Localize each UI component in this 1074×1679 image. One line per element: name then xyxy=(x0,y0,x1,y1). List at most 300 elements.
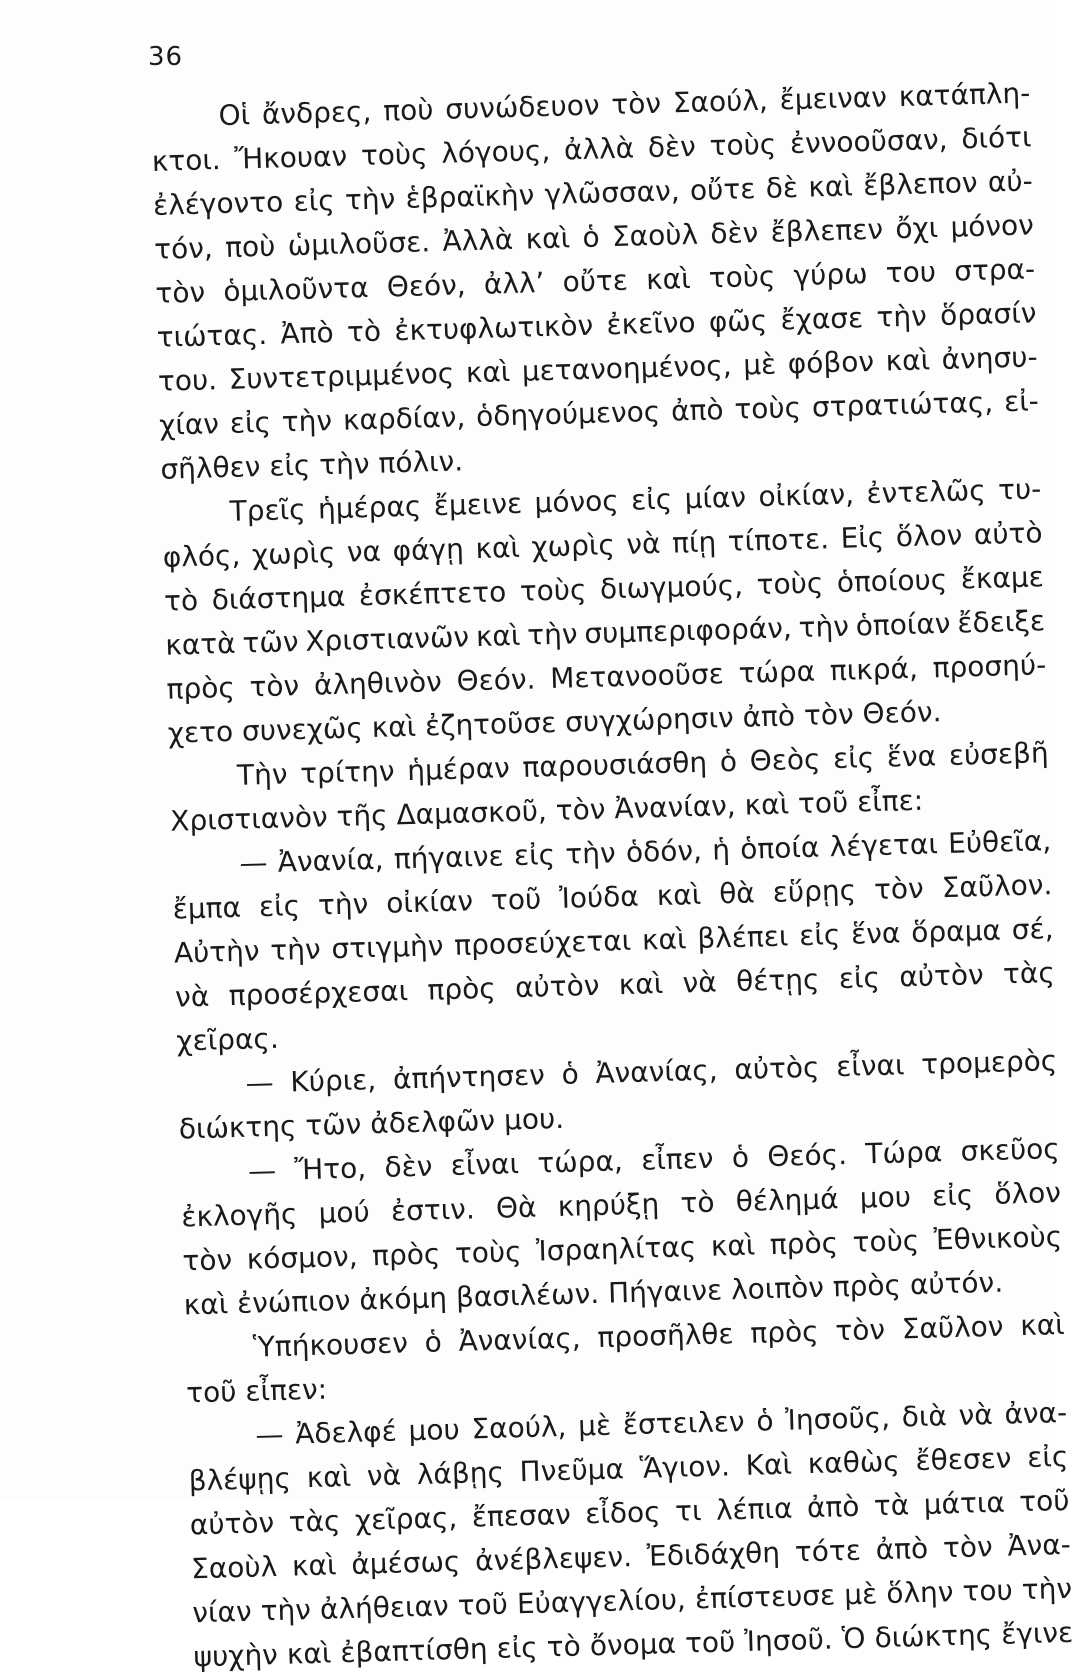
word: ἔδειξε xyxy=(956,604,1046,640)
word: τὴν xyxy=(526,617,578,652)
word: συνώδευον xyxy=(444,88,600,126)
word: ἔμειναν xyxy=(779,80,888,117)
word: ἐντελῶς xyxy=(866,473,987,511)
word: μου xyxy=(859,1180,912,1215)
word: ἡμέραν xyxy=(406,751,511,788)
word: εἰς xyxy=(229,405,272,440)
word: ἐζητοῦσε xyxy=(424,705,557,743)
word: ὅλον xyxy=(993,1176,1062,1211)
word: προσῆλθε xyxy=(597,1317,734,1354)
word: τὸν xyxy=(155,275,206,310)
word: τίποτε. xyxy=(727,522,830,559)
word: ἐστιν. xyxy=(390,1192,476,1228)
word: μου xyxy=(408,1412,461,1448)
word: τοὺς xyxy=(360,137,428,173)
word: λοιπὸν xyxy=(730,1270,825,1307)
word: ἀκόμη xyxy=(358,1281,448,1317)
word: τὸν xyxy=(834,1312,886,1348)
word: μὲ xyxy=(577,1408,612,1443)
word: ὄχι xyxy=(894,211,939,246)
word: Οἱ xyxy=(218,98,251,133)
word: τοῦ xyxy=(490,882,542,917)
word: ἀπὸ xyxy=(806,1489,860,1525)
word: τὰ xyxy=(873,1488,910,1523)
word: τοὺς xyxy=(708,259,776,295)
word: ἀπὸ xyxy=(670,393,724,428)
word: πήγαινε xyxy=(393,839,505,876)
word: τὴν xyxy=(1021,1571,1073,1607)
word: στρα- xyxy=(953,252,1036,288)
word: Ἐδιδάχθη xyxy=(646,1535,781,1573)
word: ὅρασίν xyxy=(939,296,1037,333)
word: μετανοημένος, xyxy=(521,348,733,388)
word: διώκτης xyxy=(178,1109,297,1146)
word: τοῦ xyxy=(797,785,849,821)
word: ὁ xyxy=(424,1325,443,1359)
word: τὴν xyxy=(281,404,333,439)
word: τὰς xyxy=(1002,956,1056,991)
body-text xyxy=(150,71,1074,1679)
word: τὰς xyxy=(288,1504,341,1539)
word: ἡ xyxy=(711,833,731,867)
word: τοῦ xyxy=(684,1625,736,1660)
word: Ἤκουαν xyxy=(234,139,348,176)
word: αὐ- xyxy=(987,164,1034,199)
word: διάστημα xyxy=(211,579,346,617)
word: εἰς xyxy=(931,1178,974,1213)
word: στιγμὴν xyxy=(331,929,444,966)
word: καὶ xyxy=(807,169,854,204)
word: μίαν xyxy=(684,480,747,516)
word: τῆς xyxy=(336,798,389,834)
word: ἔστειλεν xyxy=(622,1404,745,1442)
word: ἀνέβλεψεν. xyxy=(474,1540,633,1578)
word: σῆλθεν xyxy=(159,450,261,486)
word: χεῖρας. xyxy=(175,1021,280,1058)
word: φλός, xyxy=(162,538,241,574)
word: οὔτε xyxy=(562,263,629,299)
word: Ἤτο, xyxy=(294,1151,367,1187)
word: Αὐτὴν xyxy=(173,934,260,970)
word: τοὺς xyxy=(733,390,802,426)
word: δὲν xyxy=(647,129,697,165)
word: Ἀδελφέ xyxy=(294,1414,398,1451)
word: τὴν xyxy=(876,299,928,334)
word: κατάπλη- xyxy=(898,76,1031,114)
word: εἶπεν: xyxy=(244,1372,328,1408)
word: καὶ xyxy=(465,355,511,390)
word: διώκτης xyxy=(874,1618,993,1655)
word: τρομερὸς xyxy=(920,1044,1058,1081)
word: εἰς xyxy=(258,889,301,924)
word: Τρεῖς xyxy=(229,492,306,528)
word: ἕνα xyxy=(850,916,901,951)
word: Ἰησοῦ. xyxy=(743,1622,834,1659)
word: ἔβλεπεν xyxy=(770,212,884,249)
word: βλέψῃς xyxy=(188,1461,292,1498)
word: τιώτας. xyxy=(156,317,268,354)
word: του xyxy=(885,255,937,290)
word: πρὸς xyxy=(832,1268,902,1304)
word: Σαούλ, xyxy=(470,1409,567,1446)
word: τότε xyxy=(794,1533,862,1569)
word: Εὐαγγελίου, xyxy=(516,1582,687,1621)
word: ὁποίαν xyxy=(855,606,951,643)
word: σέ, xyxy=(1011,912,1054,947)
word: τὴν xyxy=(798,609,850,645)
word: εἰς xyxy=(293,183,336,219)
word: — xyxy=(254,1417,284,1452)
word: Σαοὺλ xyxy=(190,1550,278,1586)
word: τὴν xyxy=(318,447,370,482)
word: ἐλέγοντο xyxy=(152,185,284,222)
word: χεῖρας, xyxy=(354,1500,458,1537)
word: καὶ xyxy=(286,1636,332,1671)
word: εὐσεβῆ xyxy=(948,736,1050,772)
word: καὶ xyxy=(656,877,702,913)
word: Θεόν. xyxy=(862,695,942,731)
word: ἔμεινε xyxy=(433,486,523,523)
word: πίῃ xyxy=(671,525,717,560)
word: εἰς xyxy=(1026,1439,1069,1475)
word: ψυχὴν xyxy=(193,1638,279,1674)
word: Ὁ xyxy=(841,1621,866,1656)
word: ὁ xyxy=(561,1057,580,1091)
word: πρὸς xyxy=(371,1237,441,1273)
word: τοῦ xyxy=(185,1375,237,1410)
word: ἔκαμε xyxy=(960,560,1045,596)
word: Σαούλ, xyxy=(672,83,769,120)
word: κτοι. xyxy=(151,143,222,178)
word: διότι xyxy=(960,120,1032,156)
word: εἶπεν xyxy=(640,1141,714,1177)
word: Εἰς xyxy=(840,520,885,555)
word: Κύριε, xyxy=(289,1063,377,1099)
word: μὲ xyxy=(843,1577,878,1612)
word: ἀνα- xyxy=(1003,1395,1068,1431)
word: βασιλέων. xyxy=(455,1276,600,1314)
word: Θεός. xyxy=(766,1137,848,1174)
word: προσηύ- xyxy=(932,648,1047,685)
word: ἐκτυφλωτικὸν xyxy=(393,308,594,348)
word: νὰ xyxy=(174,979,210,1014)
word: ἔπεσαν xyxy=(471,1497,572,1534)
word: ἐσκέπτετο xyxy=(358,575,507,613)
word: Ἀνανίαν, xyxy=(613,788,737,826)
word: Θεὸς xyxy=(749,742,821,778)
word: ὄνομα xyxy=(589,1626,677,1663)
word: εἰ- xyxy=(1003,384,1040,419)
word: ὁδόν, xyxy=(625,833,703,869)
word: ἀνησυ- xyxy=(941,340,1038,376)
word: πρὸς xyxy=(749,1314,819,1350)
word: τι xyxy=(674,1494,702,1528)
word: καὶ xyxy=(885,343,931,378)
word: τὸν xyxy=(873,871,925,907)
word: χίαν xyxy=(158,407,220,442)
word: μόνον xyxy=(950,208,1035,244)
word: συνεχῶς xyxy=(241,711,364,748)
word: Θεόν. xyxy=(456,662,536,698)
word: κατὰ xyxy=(164,626,237,662)
word: λόγους, xyxy=(440,133,551,170)
word: Δαμασκοῦ, xyxy=(396,794,548,832)
word: τώρα xyxy=(738,654,816,690)
word: τὴν xyxy=(317,887,369,922)
word: Ἀπὸ xyxy=(280,315,335,351)
word: Τώρα xyxy=(864,1135,943,1171)
word: αὐτὸ xyxy=(973,516,1043,552)
word: καρδίαν, xyxy=(342,400,466,437)
word: Ὑπήκουσεν xyxy=(252,1326,409,1364)
word: οὔτε xyxy=(689,172,756,207)
word: Σαοὺλ xyxy=(611,217,699,254)
word: ἀλήθειαν xyxy=(319,1589,450,1626)
word: νὰ xyxy=(682,965,718,1000)
word: καὶ xyxy=(474,530,521,566)
word: ἐκεῖνο xyxy=(605,305,696,342)
word: αὐτὸς xyxy=(733,1050,820,1087)
page-number: 36 xyxy=(148,42,184,72)
word: Τὴν xyxy=(236,757,288,792)
word: τῶν xyxy=(304,1107,362,1143)
word: καὶ xyxy=(525,221,571,256)
word: καὶ xyxy=(291,1548,337,1583)
word: δὲν xyxy=(384,1149,433,1184)
word: προσέρχεσαι xyxy=(228,974,409,1013)
word: εἶναι xyxy=(835,1048,905,1084)
word: ἀμέσως xyxy=(350,1544,461,1581)
word: μόνος xyxy=(534,484,620,520)
word: οἰκίαν xyxy=(385,884,474,920)
word: εἰς xyxy=(630,482,673,517)
word: Ἀνα- xyxy=(1006,1527,1072,1563)
word: τοῦ xyxy=(1018,1483,1070,1519)
word: εἰς xyxy=(832,741,875,776)
word: φόβον xyxy=(787,344,875,381)
word: κηρύξῃ xyxy=(557,1187,660,1224)
word: τοὺς xyxy=(519,573,587,608)
word: νίαν xyxy=(191,1594,253,1630)
word: εἶπε: xyxy=(856,783,924,819)
word: τοὺς xyxy=(756,566,824,602)
word: τὸν xyxy=(942,1530,994,1565)
word: καὶ xyxy=(710,1228,756,1263)
word: ἔγινε xyxy=(1000,1615,1074,1651)
word: ἐβαπτίσθη xyxy=(339,1632,489,1670)
word: λάβῃς xyxy=(416,1455,505,1492)
word: ἀπήντησεν xyxy=(392,1058,546,1096)
word: ἀλλ’ xyxy=(483,266,545,301)
word: ἑβραϊκὴν xyxy=(405,178,535,215)
word: χετο xyxy=(167,714,234,750)
word: δὲν xyxy=(709,216,759,251)
word: εὕρῃς xyxy=(772,873,857,909)
word: φῶς xyxy=(708,303,768,339)
word: Ἰησοῦς, xyxy=(784,1400,891,1437)
word: Χριστιανὸν xyxy=(169,800,329,838)
word: γύρω xyxy=(793,257,869,293)
word: ἀληθινὸν xyxy=(313,665,443,702)
word: λέπια xyxy=(715,1491,793,1527)
word: ἕνα xyxy=(886,739,937,774)
word: νὰ xyxy=(366,1458,402,1493)
word: ποὺ xyxy=(382,93,434,128)
word: πρὸς xyxy=(769,1226,839,1262)
word: καὶ xyxy=(371,709,417,745)
word: ἐκλογῆς xyxy=(180,1197,298,1234)
word: αὐτὸν xyxy=(514,968,600,1005)
word: ὁποίους xyxy=(836,562,948,600)
word: λέγεται xyxy=(829,827,939,864)
word: ἡμέρας xyxy=(317,489,422,526)
word: τοὺς xyxy=(454,1235,522,1270)
word: θέλημά xyxy=(735,1182,839,1219)
word: διωγμούς, xyxy=(599,568,744,606)
word: τοῦ xyxy=(457,1587,509,1622)
word: ἔμπα xyxy=(172,890,242,926)
word: τοὺς xyxy=(709,127,777,163)
word: Ἰούδα xyxy=(558,879,640,915)
word: εἰς xyxy=(268,448,311,483)
word: πρὸς xyxy=(427,971,497,1007)
word: να xyxy=(346,534,382,569)
word: αὐτὸν xyxy=(898,958,985,994)
word: Ἰσραηλίτας xyxy=(535,1230,697,1268)
word: γλῶσσαν, xyxy=(544,174,681,212)
word: τώρα, xyxy=(536,1144,624,1180)
word: Συντετριμμένος xyxy=(228,356,455,396)
word: τὸ xyxy=(680,1185,715,1220)
word: καὶ xyxy=(475,618,521,654)
word: θέτῃς xyxy=(735,962,820,998)
word: ὁ xyxy=(755,1404,774,1438)
word: Καὶ xyxy=(745,1447,793,1482)
word: τὸ xyxy=(346,314,382,349)
word: καθὼς xyxy=(807,1444,901,1481)
word: εἰς xyxy=(513,837,556,873)
word: — xyxy=(247,1153,277,1188)
word: τῶν xyxy=(242,625,299,660)
word: ἀπὸ xyxy=(875,1531,929,1567)
word: Εὐθεῖα, xyxy=(947,824,1052,860)
word: διὰ xyxy=(901,1399,948,1434)
word: τὴν xyxy=(564,836,617,871)
word: φάγῃ xyxy=(392,532,465,568)
word: του xyxy=(962,1573,1014,1608)
word: μάτια xyxy=(923,1485,1006,1521)
word: καὶ xyxy=(645,261,691,297)
word: ἄνδρες, xyxy=(261,94,372,131)
word: εἰς xyxy=(798,918,841,953)
word: κόσμον, xyxy=(246,1239,359,1276)
word: — xyxy=(238,846,268,880)
word: τὴν xyxy=(269,932,322,967)
word: Πνεῦμα xyxy=(519,1452,625,1489)
word: προσεύχεται xyxy=(453,923,632,962)
word: ὁ xyxy=(731,1140,750,1175)
word: τοὺς xyxy=(852,1223,920,1259)
word: μὲ xyxy=(742,347,777,382)
word: τὸν xyxy=(803,697,855,732)
word: τὸ xyxy=(163,583,199,618)
word: συμπεριφοράν, xyxy=(583,611,793,651)
word: χωρὶς xyxy=(531,528,616,564)
word: — xyxy=(245,1065,275,1100)
word: τρίτην xyxy=(299,754,395,791)
word: συγχώρησιν xyxy=(564,700,735,739)
word: δὲ xyxy=(765,170,799,205)
word: τὸν xyxy=(182,1243,233,1278)
word: τὴν xyxy=(260,1593,312,1628)
word: Θεόν, xyxy=(386,268,467,304)
word: τὸ xyxy=(546,1629,582,1664)
word: τὴν xyxy=(344,182,396,217)
word: Ἀλλὰ xyxy=(442,222,514,258)
word: ὡμιλοῦσε. xyxy=(287,225,431,263)
word: Ἐθνικοὺς xyxy=(933,1219,1063,1257)
word: Ἀνανία, xyxy=(277,842,384,879)
word: εἰς xyxy=(496,1630,539,1665)
word: Μετανοοῦσε xyxy=(549,657,725,696)
word: Σαῦλον xyxy=(901,1309,1004,1346)
word: οἰκίαν, xyxy=(757,477,855,514)
word: Θὰ xyxy=(495,1190,537,1225)
word: ὁδηγούμενος xyxy=(475,394,661,434)
word: βλέπει xyxy=(696,919,789,956)
word: τόν, xyxy=(153,231,214,266)
word: ἔβλεπον xyxy=(862,165,978,203)
word: ἐννοοῦσαν, xyxy=(789,122,949,161)
word: ποὺ xyxy=(224,229,276,264)
word: καὶ xyxy=(744,787,790,822)
word: τὸν xyxy=(249,669,300,704)
word: νὰ xyxy=(625,526,661,561)
word: Πήγαινε xyxy=(607,1273,723,1310)
word: θὰ xyxy=(718,876,756,911)
word: ὁ xyxy=(719,744,738,779)
word: τὸν xyxy=(610,86,662,122)
word: ἐπίστευσε xyxy=(694,1578,836,1616)
word: καὶ xyxy=(1019,1307,1066,1343)
word: καὶ xyxy=(641,922,687,957)
word: Σαῦλον. xyxy=(941,868,1053,905)
word: εἶδος xyxy=(584,1495,662,1531)
word: Χριστιανῶν xyxy=(304,620,470,658)
word: καὶ xyxy=(306,1459,352,1495)
word: αὐτόν. xyxy=(909,1265,1004,1302)
word: νὰ xyxy=(958,1397,994,1432)
word: παρουσιάσθη xyxy=(522,745,708,784)
word: καὶ xyxy=(183,1287,229,1322)
word: σκεῦος xyxy=(960,1132,1061,1168)
word: πικρά, xyxy=(829,651,919,688)
word: Ἀνανίας, xyxy=(458,1321,582,1358)
word: ἐνώπιον xyxy=(236,1283,351,1321)
word: χωρὶς xyxy=(251,536,336,572)
word: τὸν xyxy=(555,792,606,827)
word: πρὸς xyxy=(166,670,236,706)
word: ὁποία xyxy=(739,830,820,866)
word: ὁμιλοῦντα xyxy=(222,270,370,309)
word: μου. xyxy=(503,1101,565,1137)
word: ἀλλὰ xyxy=(563,131,635,167)
word: ἀδελφῶν xyxy=(369,1103,496,1141)
word: ἔχασε xyxy=(780,301,864,337)
word: καὶ xyxy=(618,967,664,1002)
word: ὅραμα xyxy=(910,913,1002,950)
word: ὅλην xyxy=(885,1575,954,1611)
